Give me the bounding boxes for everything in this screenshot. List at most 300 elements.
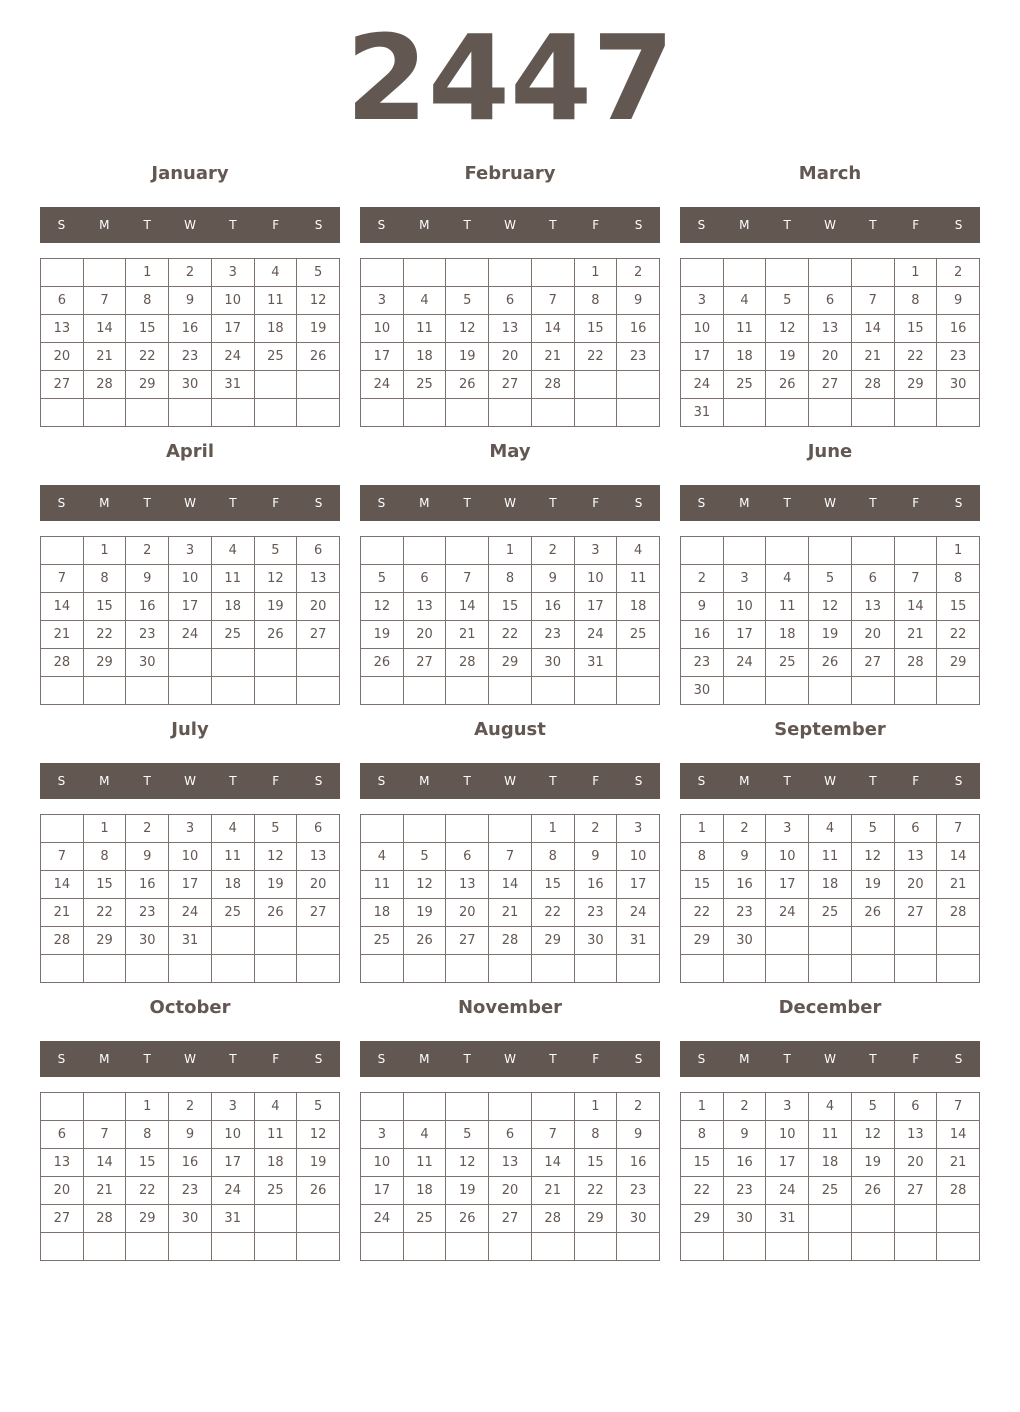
day-cell: 15 [937,593,980,621]
empty-cell [84,1093,127,1121]
weekday-label: S [377,218,386,232]
month-name: January [151,163,229,184]
day-cell: 6 [852,565,895,593]
day-cell: 26 [446,1205,489,1233]
day-cell: 27 [446,927,489,955]
weekday-header [360,207,660,243]
day-grid [40,814,340,983]
empty-cell [361,259,404,287]
month-name: March [798,163,862,184]
empty-cell [255,927,298,955]
day-cell: 23 [724,899,767,927]
weekday-label: F [912,774,920,788]
empty-cell [895,1205,938,1233]
day-cell: 23 [126,899,169,927]
day-grid [680,814,980,983]
day-cell: 14 [937,1121,980,1149]
day-cell: 6 [489,1121,532,1149]
empty-cell [809,1233,852,1261]
empty-cell [489,399,532,427]
day-cell: 31 [681,399,724,427]
empty-cell [255,677,298,705]
day-cell: 26 [809,649,852,677]
month-november [360,995,660,1265]
empty-cell [297,1233,340,1261]
empty-cell [937,955,980,983]
day-cell: 3 [212,1093,255,1121]
day-cell: 16 [169,315,212,343]
day-cell: 12 [446,315,489,343]
day-cell: 30 [681,677,724,705]
month-name: October [149,997,231,1018]
day-cell: 19 [297,315,340,343]
empty-cell [84,677,127,705]
day-cell: 6 [446,843,489,871]
day-cell: 22 [532,899,575,927]
day-cell: 17 [212,1149,255,1177]
day-cell: 18 [617,593,660,621]
day-cell: 10 [766,1121,809,1149]
empty-cell [852,1233,895,1261]
day-cell: 30 [575,927,618,955]
month-june [680,439,980,709]
empty-cell [617,677,660,705]
day-cell: 20 [895,1149,938,1177]
day-cell: 7 [489,843,532,871]
empty-cell [617,371,660,399]
weekday-label: S [377,496,386,510]
day-cell: 13 [446,871,489,899]
day-cell: 13 [297,565,340,593]
day-cell: 15 [895,315,938,343]
weekday-label: S [954,218,963,232]
empty-cell [895,399,938,427]
weekday-label: S [954,774,963,788]
weekday-label: S [697,496,706,510]
day-cell: 9 [617,1121,660,1149]
day-cell: 27 [404,649,447,677]
empty-cell [724,399,767,427]
empty-cell [575,1233,618,1261]
month-name: December [778,997,882,1018]
weekday-header [40,763,340,799]
day-cell: 2 [532,537,575,565]
day-cell: 7 [895,565,938,593]
day-cell: 14 [532,1149,575,1177]
day-cell: 24 [212,343,255,371]
month-name: April [165,441,215,462]
day-cell: 1 [895,259,938,287]
empty-cell [681,1233,724,1261]
empty-cell [361,1233,404,1261]
weekday-label: M [739,774,750,788]
empty-cell [126,677,169,705]
empty-cell [809,399,852,427]
empty-cell [297,649,340,677]
day-cell: 23 [126,621,169,649]
day-cell: 4 [255,259,298,287]
month-name: May [489,441,531,462]
day-cell: 18 [766,621,809,649]
day-cell: 4 [212,815,255,843]
day-cell: 11 [212,843,255,871]
day-cell: 13 [41,1149,84,1177]
day-cell: 11 [617,565,660,593]
weekday-label: T [549,1052,557,1066]
empty-cell [575,371,618,399]
day-cell: 18 [724,343,767,371]
day-cell: 22 [681,1177,724,1205]
day-cell: 13 [895,843,938,871]
day-cell: 19 [766,343,809,371]
day-cell: 2 [126,815,169,843]
empty-cell [532,1233,575,1261]
day-cell: 22 [681,899,724,927]
day-cell: 29 [575,1205,618,1233]
day-cell: 10 [169,843,212,871]
day-cell: 2 [617,259,660,287]
weekday-label: W [824,1052,836,1066]
weekday-label: S [697,1052,706,1066]
day-cell: 24 [724,649,767,677]
weekday-label: S [57,774,66,788]
day-cell: 18 [255,1149,298,1177]
day-cell: 11 [766,593,809,621]
day-cell: 18 [404,1177,447,1205]
empty-cell [169,399,212,427]
day-cell: 14 [895,593,938,621]
empty-cell [212,677,255,705]
empty-cell [937,1233,980,1261]
day-cell: 7 [84,287,127,315]
day-cell: 4 [809,815,852,843]
weekday-label: T [229,774,237,788]
day-cell: 28 [41,649,84,677]
day-cell: 21 [84,343,127,371]
month-january [40,161,340,431]
day-cell: 10 [169,565,212,593]
empty-cell [41,259,84,287]
day-cell: 17 [361,1177,404,1205]
weekday-label: M [99,218,110,232]
day-cell: 18 [809,871,852,899]
day-cell: 11 [809,1121,852,1149]
weekday-header [680,1041,980,1077]
day-cell: 20 [489,1177,532,1205]
day-cell: 5 [766,287,809,315]
empty-cell [41,815,84,843]
day-cell: 31 [617,927,660,955]
month-name: July [171,719,209,740]
weekday-label: T [783,496,791,510]
empty-cell [255,1233,298,1261]
day-cell: 11 [255,1121,298,1149]
day-cell: 3 [361,1121,404,1149]
weekday-label: T [143,496,151,510]
day-cell: 25 [361,927,404,955]
month-march [680,161,980,431]
weekday-label: F [912,218,920,232]
day-cell: 11 [404,315,447,343]
weekday-label: M [739,218,750,232]
empty-cell [766,927,809,955]
empty-cell [255,371,298,399]
empty-cell [41,537,84,565]
empty-cell [681,955,724,983]
day-cell: 20 [297,593,340,621]
day-cell: 14 [852,315,895,343]
weekday-label: M [419,218,430,232]
weekday-label: S [57,496,66,510]
month-october [40,995,340,1265]
empty-cell [809,927,852,955]
day-cell: 1 [681,815,724,843]
day-cell: 22 [489,621,532,649]
empty-cell [446,259,489,287]
day-cell: 27 [489,1205,532,1233]
weekday-label: T [229,218,237,232]
day-cell: 19 [446,343,489,371]
day-cell: 25 [617,621,660,649]
day-cell: 3 [212,259,255,287]
day-cell: 6 [895,1093,938,1121]
day-cell: 5 [852,1093,895,1121]
day-cell: 25 [404,1205,447,1233]
day-cell: 6 [809,287,852,315]
empty-cell [532,259,575,287]
empty-cell [169,677,212,705]
day-cell: 17 [681,343,724,371]
day-cell: 26 [297,343,340,371]
month-december [680,995,980,1265]
day-cell: 17 [766,1149,809,1177]
day-cell: 24 [212,1177,255,1205]
day-cell: 27 [852,649,895,677]
day-cell: 28 [937,1177,980,1205]
empty-cell [361,677,404,705]
day-cell: 24 [361,1205,404,1233]
day-cell: 15 [84,593,127,621]
day-cell: 15 [681,871,724,899]
day-cell: 26 [255,899,298,927]
day-cell: 25 [766,649,809,677]
empty-cell [446,1233,489,1261]
empty-cell [766,399,809,427]
day-cell: 3 [724,565,767,593]
empty-cell [532,955,575,983]
day-cell: 29 [489,649,532,677]
weekday-label: T [463,774,471,788]
empty-cell [937,927,980,955]
day-cell: 16 [575,871,618,899]
day-cell: 1 [575,1093,618,1121]
empty-cell [724,1233,767,1261]
day-cell: 2 [575,815,618,843]
weekday-label: F [912,496,920,510]
weekday-label: F [592,496,600,510]
weekday-label: S [954,496,963,510]
weekday-header [680,485,980,521]
weekday-label: T [783,218,791,232]
day-cell: 24 [361,371,404,399]
weekday-label: T [229,496,237,510]
day-cell: 6 [895,815,938,843]
empty-cell [724,955,767,983]
day-cell: 27 [809,371,852,399]
day-cell: 30 [724,1205,767,1233]
day-cell: 12 [852,843,895,871]
day-cell: 16 [169,1149,212,1177]
month-name: June [807,441,853,462]
day-cell: 8 [84,565,127,593]
day-cell: 8 [681,843,724,871]
month-name: August [474,719,546,740]
weekday-label: W [184,774,196,788]
weekday-label: W [824,774,836,788]
weekday-label: T [783,1052,791,1066]
day-cell: 7 [532,287,575,315]
day-cell: 29 [937,649,980,677]
day-cell: 13 [809,315,852,343]
day-cell: 5 [297,259,340,287]
weekday-label: S [314,496,323,510]
empty-cell [895,955,938,983]
day-cell: 24 [617,899,660,927]
day-cell: 1 [575,259,618,287]
weekday-label: T [549,218,557,232]
day-cell: 26 [446,371,489,399]
day-cell: 21 [937,871,980,899]
empty-cell [126,399,169,427]
day-cell: 5 [809,565,852,593]
empty-cell [766,955,809,983]
empty-cell [212,1233,255,1261]
day-cell: 6 [41,287,84,315]
day-cell: 16 [937,315,980,343]
empty-cell [937,1205,980,1233]
day-cell: 31 [575,649,618,677]
weekday-label: W [504,496,516,510]
empty-cell [404,677,447,705]
empty-cell [446,399,489,427]
day-cell: 28 [446,649,489,677]
day-cell: 3 [681,287,724,315]
day-cell: 21 [446,621,489,649]
day-cell: 15 [681,1149,724,1177]
day-cell: 20 [809,343,852,371]
weekday-label: T [143,774,151,788]
day-cell: 8 [895,287,938,315]
day-cell: 28 [532,1205,575,1233]
day-cell: 17 [766,871,809,899]
day-cell: 6 [404,565,447,593]
day-cell: 19 [446,1177,489,1205]
day-cell: 16 [617,315,660,343]
day-cell: 8 [532,843,575,871]
month-august [360,717,660,987]
day-cell: 30 [169,1205,212,1233]
weekday-label: W [504,774,516,788]
weekday-label: T [229,1052,237,1066]
weekday-label: S [57,1052,66,1066]
empty-cell [766,1233,809,1261]
day-cell: 19 [297,1149,340,1177]
day-cell: 8 [126,287,169,315]
day-cell: 28 [84,371,127,399]
day-grid [40,258,340,427]
day-cell: 13 [852,593,895,621]
day-cell: 2 [126,537,169,565]
day-cell: 11 [212,565,255,593]
day-cell: 13 [297,843,340,871]
weekday-label: T [143,218,151,232]
empty-cell [446,815,489,843]
day-cell: 15 [532,871,575,899]
weekday-label: T [463,218,471,232]
day-cell: 7 [937,815,980,843]
day-grid [680,536,980,705]
day-cell: 8 [937,565,980,593]
weekday-label: T [869,496,877,510]
empty-cell [169,649,212,677]
day-cell: 6 [489,287,532,315]
day-cell: 4 [212,537,255,565]
day-cell: 1 [126,259,169,287]
empty-cell [809,677,852,705]
day-cell: 23 [617,1177,660,1205]
day-cell: 7 [532,1121,575,1149]
day-cell: 15 [84,871,127,899]
weekday-label: W [824,496,836,510]
weekday-label: T [463,496,471,510]
empty-cell [446,1093,489,1121]
day-cell: 31 [212,1205,255,1233]
weekday-label: S [634,496,643,510]
day-cell: 21 [937,1149,980,1177]
day-cell: 5 [404,843,447,871]
day-cell: 16 [126,593,169,621]
empty-cell [84,1233,127,1261]
empty-cell [895,927,938,955]
day-cell: 10 [212,287,255,315]
weekday-label: M [739,496,750,510]
day-cell: 23 [575,899,618,927]
day-cell: 14 [84,315,127,343]
day-cell: 14 [41,593,84,621]
day-cell: 9 [126,843,169,871]
day-cell: 4 [255,1093,298,1121]
empty-cell [681,259,724,287]
day-cell: 27 [297,899,340,927]
day-cell: 24 [681,371,724,399]
empty-cell [766,677,809,705]
weekday-label: M [419,1052,430,1066]
day-cell: 26 [852,1177,895,1205]
day-cell: 30 [126,927,169,955]
day-cell: 14 [41,871,84,899]
empty-cell [809,259,852,287]
day-cell: 2 [937,259,980,287]
empty-cell [617,399,660,427]
empty-cell [852,1205,895,1233]
day-cell: 2 [724,1093,767,1121]
day-cell: 1 [532,815,575,843]
day-cell: 8 [575,1121,618,1149]
day-cell: 30 [532,649,575,677]
day-cell: 24 [575,621,618,649]
day-cell: 13 [404,593,447,621]
empty-cell [126,1233,169,1261]
